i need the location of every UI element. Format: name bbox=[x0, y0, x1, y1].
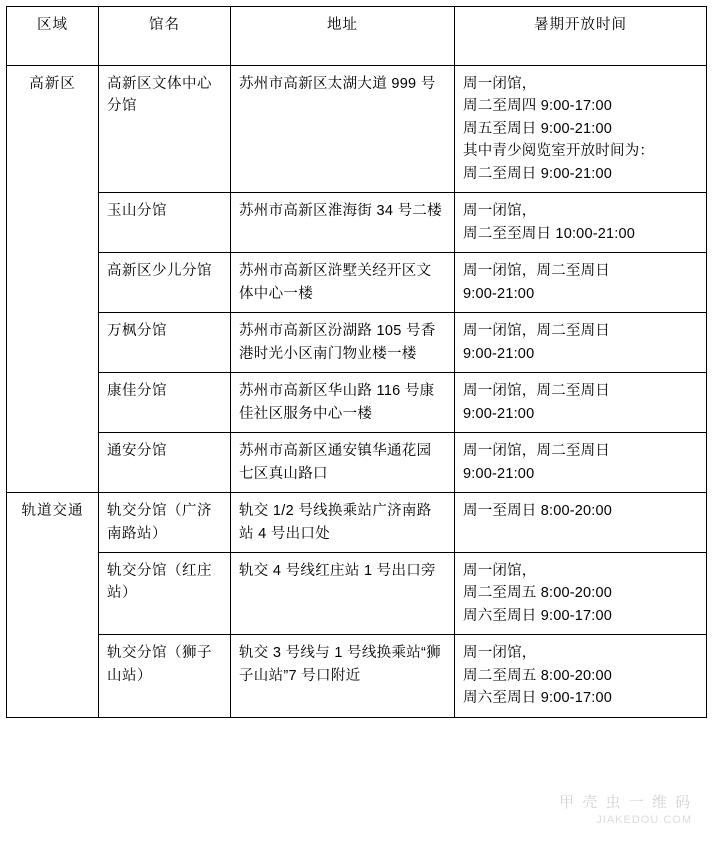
cell-branch-name: 万枫分馆 bbox=[99, 313, 231, 373]
cell-address: 苏州市高新区浒墅关经开区文体中心一楼 bbox=[231, 253, 455, 313]
document-sheet bbox=[6, 6, 706, 836]
cell-address: 苏州市高新区太湖大道 999 号 bbox=[231, 66, 455, 193]
cell-summer-hours: 周一闭馆， 周二至周五 8:00-20:00 周六至周日 9:00-17:00 bbox=[455, 552, 707, 634]
column-header-branch-name: 馆名 bbox=[99, 7, 231, 66]
cell-address: 苏州市高新区汾湖路 105 号香港时光小区南门物业楼一楼 bbox=[231, 313, 455, 373]
table-row bbox=[7, 552, 707, 634]
cell-summer-hours: 周一闭馆，周二至周日 9:00-21:00 bbox=[455, 253, 707, 313]
cell-summer-hours: 周一闭馆， 周二至周四 9:00-17:00 周五至周日 9:00-21:00 其中青少阅览室开放时间为： 周二至周日 9:00-21:00 bbox=[455, 66, 707, 193]
watermark-main-text: 甲 壳 虫 一 维 码 bbox=[559, 794, 692, 811]
table-row bbox=[7, 313, 707, 373]
cell-summer-hours: 周一闭馆，周二至周日 9:00-21:00 bbox=[455, 313, 707, 373]
table-row bbox=[7, 493, 707, 553]
table-row bbox=[7, 66, 707, 193]
cell-address: 轨交 4 号线红庄站 1 号出口旁 bbox=[231, 552, 455, 634]
column-header-summer-hours: 暑期开放时间 bbox=[455, 7, 707, 66]
cell-branch-name: 高新区少儿分馆 bbox=[99, 253, 231, 313]
cell-branch-name: 高新区文体中心分馆 bbox=[99, 66, 231, 193]
cell-summer-hours: 周一至周日 8:00-20:00 bbox=[455, 493, 707, 553]
cell-region: 高新区 bbox=[7, 66, 99, 493]
library-hours-table bbox=[6, 6, 707, 718]
cell-summer-hours: 周一闭馆， 周二至周五 8:00-20:00 周六至周日 9:00-17:00 bbox=[455, 635, 707, 717]
cell-branch-name: 轨交分馆（狮子山站） bbox=[99, 635, 231, 717]
table-body bbox=[7, 66, 707, 718]
cell-branch-name: 通安分馆 bbox=[99, 433, 231, 493]
column-header-address: 地址 bbox=[231, 7, 455, 66]
cell-address: 轨交 1/2 号线换乘站广济南路站 4 号出口处 bbox=[231, 493, 455, 553]
cell-address: 苏州市高新区淮海街 34 号二楼 bbox=[231, 193, 455, 253]
cell-summer-hours: 周一闭馆，周二至周日 9:00-21:00 bbox=[455, 373, 707, 433]
cell-branch-name: 轨交分馆（广济南路站） bbox=[99, 493, 231, 553]
cell-branch-name: 玉山分馆 bbox=[99, 193, 231, 253]
watermark-sub-text: JIAKEDOU.COM bbox=[596, 814, 692, 826]
table-row bbox=[7, 253, 707, 313]
cell-address: 苏州市高新区华山路 116 号康佳社区服务中心一楼 bbox=[231, 373, 455, 433]
cell-summer-hours: 周一闭馆，周二至周日 9:00-21:00 bbox=[455, 433, 707, 493]
table-header-row bbox=[7, 7, 707, 66]
cell-address: 苏州市高新区通安镇华通花园七区真山路口 bbox=[231, 433, 455, 493]
cell-branch-name: 康佳分馆 bbox=[99, 373, 231, 433]
column-header-region: 区域 bbox=[7, 7, 99, 66]
cell-branch-name: 轨交分馆（红庄站） bbox=[99, 552, 231, 634]
table-row bbox=[7, 433, 707, 493]
table-row bbox=[7, 373, 707, 433]
cell-region: 轨道交通 bbox=[7, 493, 99, 718]
cell-address: 轨交 3 号线与 1 号线换乘站“狮子山站”7 号口附近 bbox=[231, 635, 455, 717]
table-row bbox=[7, 193, 707, 253]
cell-summer-hours: 周一闭馆， 周二至至周日 10:00-21:00 bbox=[455, 193, 707, 253]
watermark bbox=[559, 791, 692, 826]
table-row bbox=[7, 635, 707, 717]
